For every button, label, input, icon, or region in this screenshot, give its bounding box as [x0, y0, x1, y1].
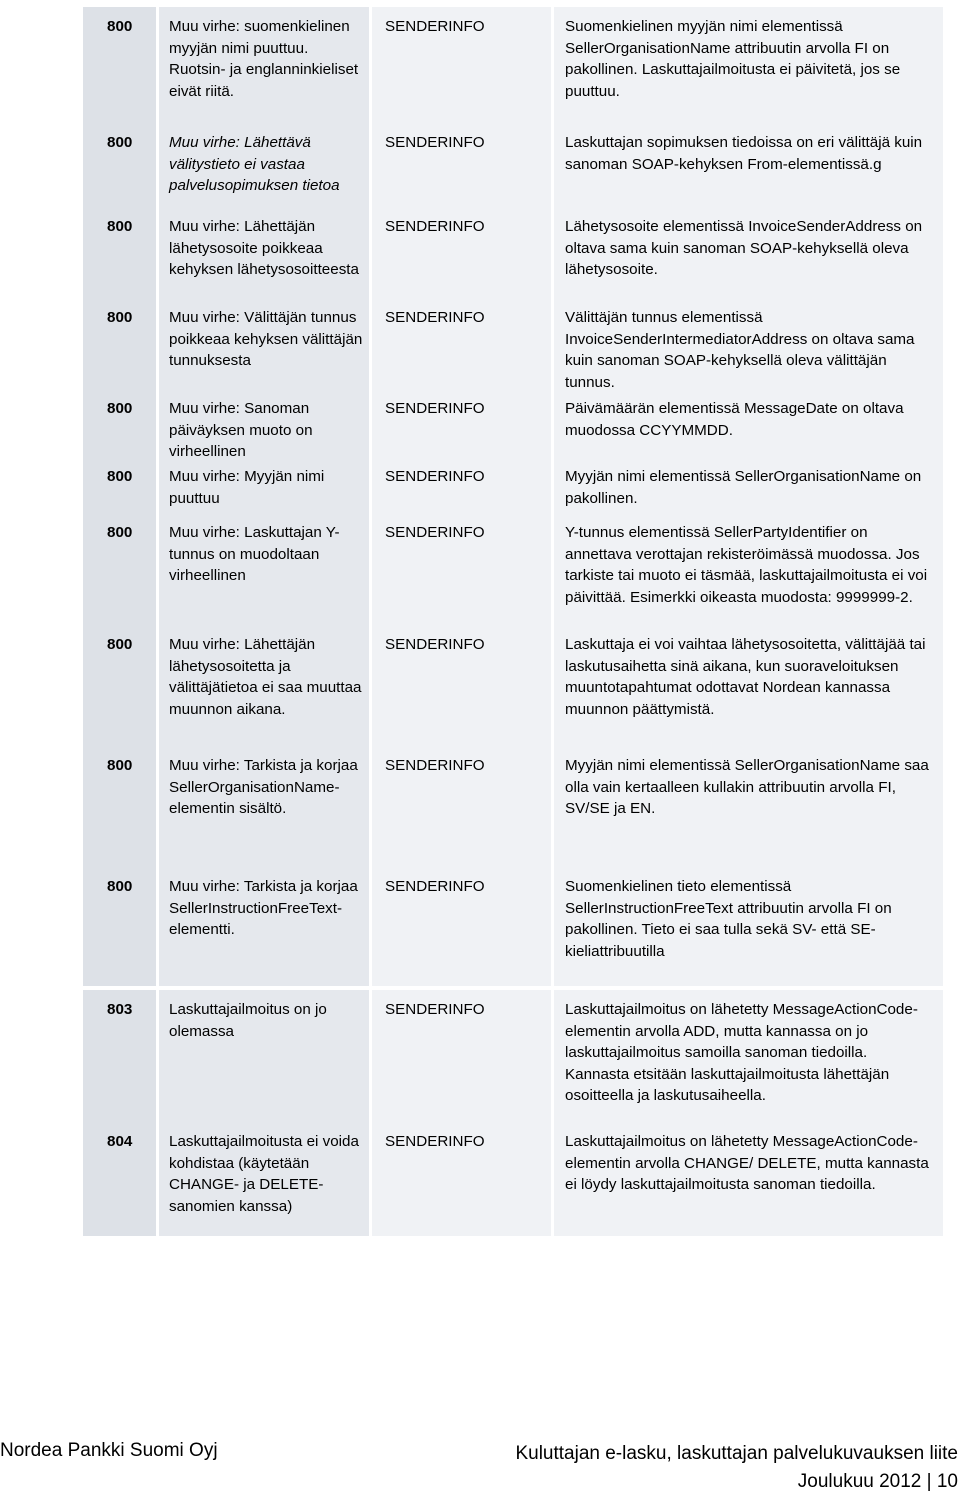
error-message: Muu virhe: suomenkielinen myyjän nimi puuttuu. Ruotsin- ja englanninkieliset eivät riitä.: [169, 18, 359, 100]
table-group-3: [83, 513, 943, 871]
code-column: [83, 867, 159, 986]
table-group-5: [83, 990, 943, 1236]
error-message: Laskuttajailmoitus on jo olemassa: [169, 1001, 327, 1040]
table-group-2: [83, 207, 943, 509]
error-code: 800: [107, 309, 133, 326]
description-column: [554, 513, 943, 871]
error-message: Muu virhe: Sanoman päiväyksen muoto on virheellinen: [169, 400, 313, 461]
message-type: SENDERINFO: [385, 636, 485, 653]
footer-company: Nordea Pankki Suomi Oyj: [0, 1440, 218, 1461]
message-type: SENDERINFO: [385, 18, 485, 35]
error-code: 800: [107, 134, 133, 151]
type-column: [372, 207, 554, 517]
message-type: SENDERINFO: [385, 134, 485, 151]
message-type: SENDERINFO: [385, 218, 485, 235]
error-description: Myyjän nimi elementissä SellerOrganisationName on pakollinen.: [565, 468, 922, 507]
footer-document-title: Kuluttajan e-lasku, laskuttajan palvelukuvauksen liite: [515, 1443, 958, 1464]
error-message: Muu virhe: Välittäjän tunnus poikkeaa kehyksen välittäjän tunnuksesta: [169, 309, 363, 370]
message-type: SENDERINFO: [385, 1001, 485, 1018]
description-column: [554, 207, 943, 517]
error-description: Välittäjän tunnus elementissä InvoiceSenderIntermediatorAddress on oltava sama kuin sanoman SOAP-kehyksellä oleva välittäjän tunnus.: [565, 309, 915, 391]
code-column: [83, 7, 159, 207]
message-column: [159, 990, 372, 1236]
error-code: 804: [107, 1133, 133, 1150]
error-description: Myyjän nimi elementissä SellerOrganisationName saa olla vain kertaalleen kullakin attribuutin arvolla FI, SV/SE ja EN.: [565, 757, 929, 818]
error-message: Muu virhe: Tarkista ja korjaa SellerOrganisationName-elementin sisältö.: [169, 757, 358, 818]
error-message: Muu virhe: Laskuttajan Y-tunnus on muodoltaan virheellinen: [169, 524, 340, 585]
error-description: Laskuttajailmoitus on lähetetty MessageActionCode-elementin arvolla CHANGE/ DELETE, mutta kannasta ei löydy laskuttajailmoitusta sanoman tiedoilla.: [565, 1133, 929, 1194]
message-column: [159, 867, 372, 986]
error-message: Muu virhe: Lähettäjän lähetysosoite poikkeaa kehyksen lähetysosoitteesta: [169, 218, 359, 279]
error-description: Laskuttajan sopimuksen tiedoissa on eri välittäjä kuin sanoman SOAP-kehyksen From-elementissä.g: [565, 134, 923, 173]
footer-date-page: Joulukuu 2012 | 10: [797, 1471, 958, 1492]
error-description: Laskuttajailmoitus on lähetetty MessageActionCode-elementin arvolla ADD, mutta kannassa on jo laskuttajailmoitus samoilla sanoman tiedoilla. Kannasta etsitään laskuttajailmoitusta lähettäjän osoitteella ja laskutusaiheella.: [565, 1001, 918, 1105]
description-column: [554, 990, 943, 1236]
type-column: [372, 990, 554, 1236]
error-message: Muu virhe: Myyjän nimi puuttuu: [169, 468, 325, 507]
error-message: Laskuttajailmoitusta ei voida kohdistaa (käytetään CHANGE- ja DELETE-sanomien kanssa): [169, 1133, 359, 1215]
type-column: [372, 867, 554, 986]
error-description: Suomenkielinen tieto elementissä SellerInstructionFreeText attribuutin arvolla FI on pakollinen. Tieto ei saa tulla sekä SV- että SE-kieliattribuutilla: [565, 878, 892, 960]
description-column: [554, 867, 943, 986]
message-type: SENDERINFO: [385, 878, 485, 895]
type-column: [372, 7, 554, 207]
table-group-4: [83, 867, 943, 986]
error-code: 800: [107, 757, 133, 774]
message-type: SENDERINFO: [385, 309, 485, 326]
message-column: [159, 513, 372, 871]
description-column: [554, 7, 943, 207]
error-code: 800: [107, 524, 133, 541]
error-description: Suomenkielinen myyjän nimi elementissä SellerOrganisationName attribuutin arvolla FI on pakollinen. Laskuttajailmoitusta ei päivitetä, jos se puuttuu.: [565, 18, 901, 100]
error-code: 800: [107, 878, 133, 895]
message-column: [159, 207, 372, 517]
error-code: 803: [107, 1001, 133, 1018]
footer-right: [515, 1440, 958, 1496]
message-type: SENDERINFO: [385, 468, 485, 485]
error-code: 800: [107, 636, 133, 653]
message-type: SENDERINFO: [385, 524, 485, 541]
code-column: [83, 990, 159, 1236]
error-message: Muu virhe: Tarkista ja korjaa SellerInstructionFreeText-elementti.: [169, 878, 358, 939]
error-description: Lähetysosoite elementissä InvoiceSenderAddress on oltava sama kuin sanoman SOAP-kehyksellä oleva lähetysosoite.: [565, 218, 923, 279]
error-message: Muu virhe: Lähettäjän lähetysosoitetta ja välittäjätietoa ei saa muuttaa muunnon aikana.: [169, 636, 362, 718]
error-code: 800: [107, 18, 133, 35]
error-description: Päivämäärän elementissä MessageDate on oltava muodossa CCYYMMDD.: [565, 400, 904, 439]
table-group-1: [83, 7, 943, 207]
message-column: [159, 7, 372, 207]
message-type: SENDERINFO: [385, 400, 485, 417]
type-column: [372, 513, 554, 871]
message-type: SENDERINFO: [385, 1133, 485, 1150]
error-description: Laskuttaja ei voi vaihtaa lähetysosoitetta, välittäjää tai laskutusaihetta sinä aikana, kun suoraveloituksen muuntotapahtumat odottavat Nordean kannassa muunnon päättymistä.: [565, 636, 926, 718]
error-code: 800: [107, 400, 133, 417]
error-code: 800: [107, 218, 133, 235]
error-message: Muu virhe: Lähettävä välitystieto ei vastaa palvelusopimuksen tietoa: [169, 134, 340, 195]
code-column: [83, 513, 159, 871]
message-type: SENDERINFO: [385, 757, 485, 774]
error-description: Y-tunnus elementissä SellerPartyIdentifier on annettava verottajan rekisteröimässä muodossa. Jos tarkiste tai muoto ei täsmää, laskuttajailmoitusta ei voi päivittää. Esimerkki oikeasta muodosta: 9999999-2.: [565, 524, 928, 606]
error-code: 800: [107, 468, 133, 485]
code-column: [83, 207, 159, 517]
